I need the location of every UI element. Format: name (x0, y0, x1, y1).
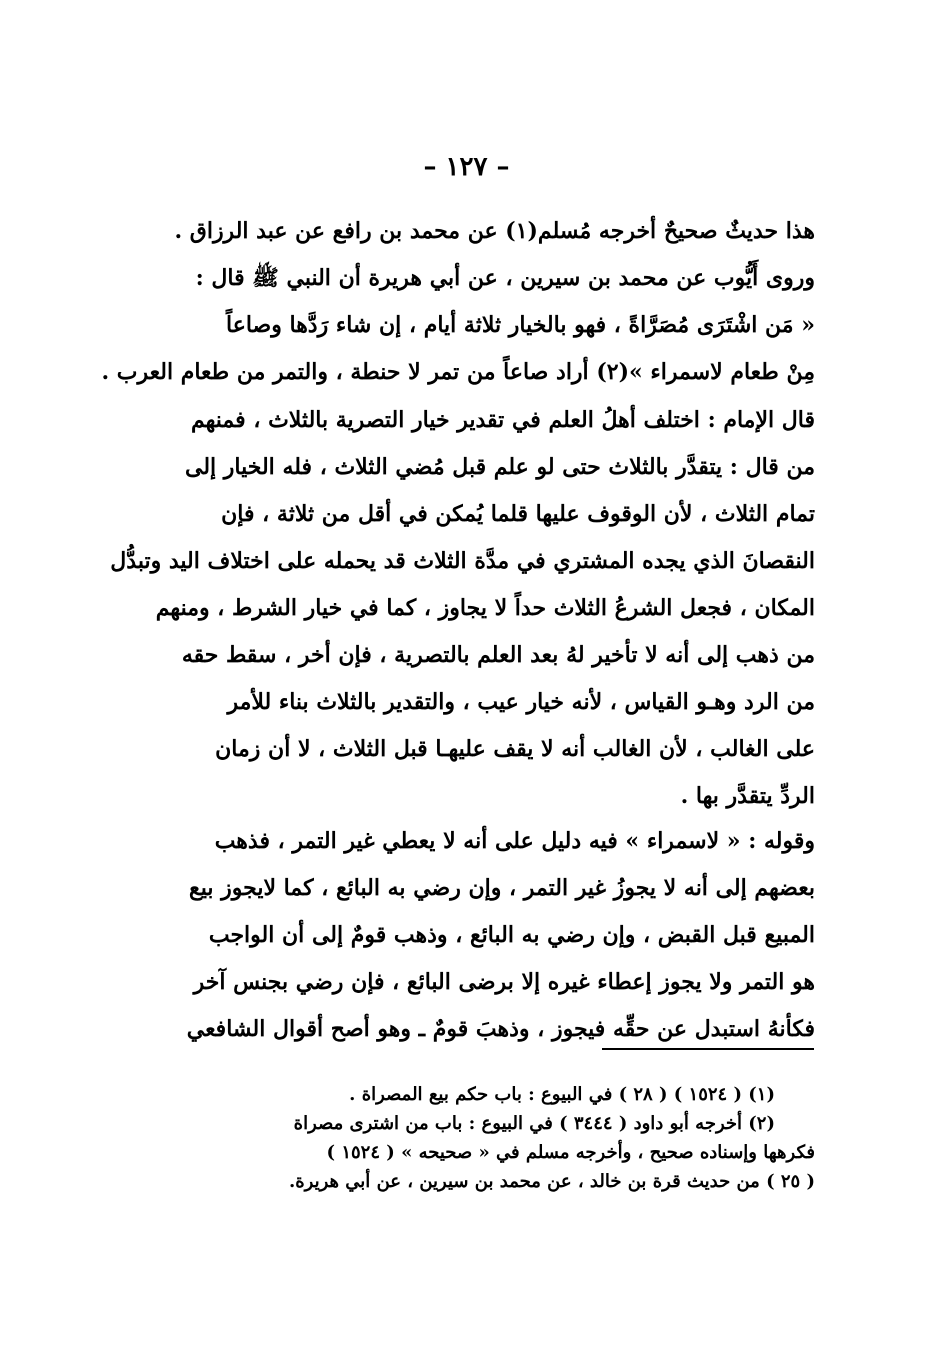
paragraph-hadith (101, 208, 815, 396)
footnote-line: (١) ( ١٥٢٤ ) ( ٢٨ ) في البيوع : باب حكم بيع المصراة . (349, 1084, 775, 1105)
text-line: قال الإمام : اختلف أهلُ العلم في تقدير خيار التصرية بالثلاث ، فمنهم (191, 407, 815, 433)
paragraph-saying-commentary (160, 818, 815, 1053)
text-line: هو التمر ولا يجوز إعطاء غيره إلا برضى البائع ، فإن رضي بجنس آخر (193, 969, 815, 995)
text-line: مِنْ طعام لاسمراء »(٢) أراد صاعاً من تمر لا حنطة ، والتمر من طعام العرب . (101, 359, 815, 385)
text-line: بعضهم إلى أنه لا يجوزُ غير التمر ، وإن رضي به البائع ، كما لايجوز بيع (189, 875, 815, 901)
text-line: على الغالب ، لأن الغالب أنه لا يقف عليهـا قبل الثلاث ، لا أن زمان (215, 736, 815, 762)
footnotes (160, 1080, 815, 1196)
text-line: المكان ، فجعل الشرعُ الثلاث حداً لا يجاوز ، كما في خيار الشرط ، ومنهم (155, 595, 815, 621)
text-line: المبيع قبل القبض ، وإن رضي به البائع ، وذهب قومٌ إلى أن الواجب (208, 922, 815, 948)
text-line: الردِّ يتقدَّر بها . (680, 783, 815, 809)
text-line: النقصانَ الذي يجده المشتري في مدَّة الثلاث قد يحمله على اختلاف اليد وتبدُّل (110, 548, 815, 574)
footnote-line: فكرهها وإسناده صحيح ، وأخرجه مسلم في « صحيحه » ( ١٥٢٤ ) (326, 1142, 815, 1163)
text-line: وقوله : « لاسمراء » فيه دليل على أنه لا يعطي غير التمر ، فذهب (214, 828, 815, 854)
footnote-line: (٢) أخرجه أبو داود ( ٣٤٤٤ ) في البيوع : باب من اشترى مصراة (293, 1113, 775, 1134)
paragraph-imam-commentary (110, 397, 815, 820)
text-line: من الرد وهـو القياس ، لأنه خيار عيب ، والتقدير بالثلاث بناء للأمر (227, 689, 815, 715)
page-number: – ١٢٧ – (423, 152, 510, 182)
text-line: هذا حديثٌ صحيحٌ أخرجه مُسلم(١) عن محمد بن رافع عن عبد الرزاق . (174, 218, 815, 244)
footnote-line: ( ٢٥ ) من حديث قرة بن خالد ، عن محمد بن سيرين ، عن أبي هريرة. (288, 1171, 815, 1192)
text-line: فكأنهُ استبدل عن حقِّه فيجوز ، وذهبَ قومٌ ـ وهو أصح أقوال الشافعي (186, 1016, 815, 1042)
text-line: « مَن اشْتَرَى مُصَرَّاةً ، فهو بالخيار ثلاثة أيام ، إن شاء رَدَّها وصاعاً (226, 312, 815, 338)
text-line: تمام الثلاث ، لأن الوقوف عليها قلما يُمكن في أقل من ثلاثة ، فإن (221, 501, 815, 527)
text-line: وروى أَيُّوب عن محمد بن سيرين ، عن أبي هريرة أن النبي ﷺ قال : (195, 265, 815, 291)
text-line: من قال : يتقدَّر بالثلاث حتى لو علم قبل مُضي الثلاث ، فله الخيار إلى (185, 454, 815, 480)
text-line: من ذهب إلى أنه لا تأخير لهُ بعد العلم بالتصرية ، فإن أخر ، سقط حقه (181, 642, 815, 668)
footnote-divider (602, 1048, 814, 1050)
